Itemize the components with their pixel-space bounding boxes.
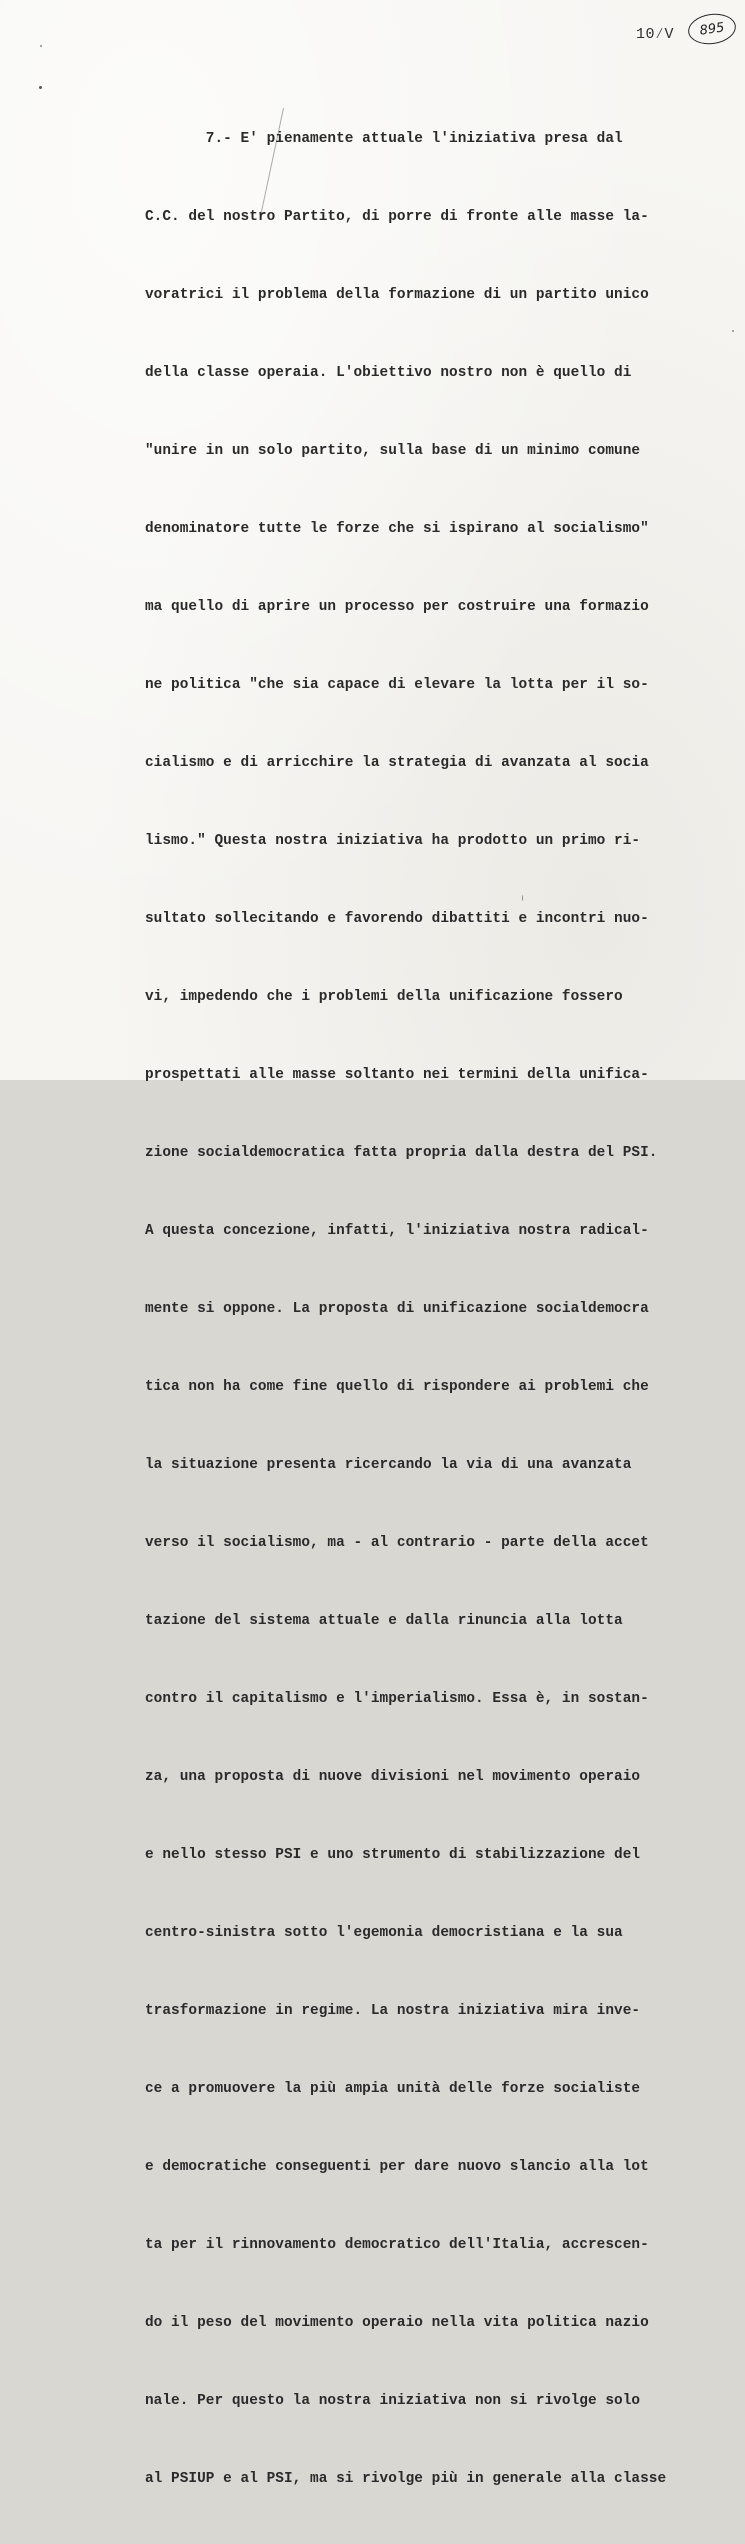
text-line: e democratiche conseguenti per dare nuovo slancio alla lot xyxy=(145,2159,649,2175)
text-line: tica non ha come fine quello di rispondere ai problemi che xyxy=(145,1379,649,1395)
text-line: 7.- E' pienamente attuale l'iniziativa presa dal xyxy=(145,131,623,147)
text-line: nale. Per questo la nostra iniziativa non si rivolge solo xyxy=(145,2393,641,2409)
text-line: zione socialdemocratica fatta propria dalla destra del PSI. xyxy=(145,1145,658,1161)
text-line: contro il capitalismo e l'imperialismo. Essa è, in sostan- xyxy=(145,1691,649,1707)
text-line: ma quello di aprire un processo per costruire una formazio xyxy=(145,599,649,615)
archive-stamp xyxy=(686,11,738,47)
text-line: "unire in un solo partito, sulla base di un minimo comune xyxy=(145,443,641,459)
text-line: za, una proposta di nuove divisioni nel movimento operaio xyxy=(145,1769,641,1785)
text-line: sultato sollecitando e favorendo dibattiti e incontri nuo- xyxy=(145,911,649,927)
archive-stamp-number: 895 xyxy=(698,19,726,39)
text-line: cialismo e di arricchire la strategia di avanzata al socia xyxy=(145,755,649,771)
text-line: tazione del sistema attuale e dalla rinuncia alla lotta xyxy=(145,1613,623,1629)
text-line: centro-sinistra sotto l'egemonia democristiana e la sua xyxy=(145,1925,623,1941)
text-line: della classe operaia. L'obiettivo nostro non è quello di xyxy=(145,365,632,381)
text-line: ta per il rinnovamento democratico dell'Italia, accrescen- xyxy=(145,2237,649,2253)
text-line: denominatore tutte le forze che si ispirano al socialismo" xyxy=(145,521,649,537)
text-line: vi, impedendo che i problemi della unificazione fossero xyxy=(145,989,623,1005)
text-line: prospettati alle masse soltanto nei termini della unifica- xyxy=(145,1067,649,1083)
page-number: 10∕V xyxy=(636,26,675,43)
text-line: trasformazione in regime. La nostra iniziativa mira inve- xyxy=(145,2003,641,2019)
typewritten-body-text xyxy=(145,74,685,2544)
text-line: ne politica "che sia capace di elevare la lotta per il so- xyxy=(145,677,649,693)
margin-dot xyxy=(39,86,42,89)
text-line: ce a promuovere la più ampia unità delle forze socialiste xyxy=(145,2081,641,2097)
text-line: do il peso del movimento operaio nella vita politica nazio xyxy=(145,2315,649,2331)
paper-speck xyxy=(40,45,42,47)
text-line: al PSIUP e al PSI, ma si rivolge più in generale alla classe xyxy=(145,2471,667,2487)
text-line: C.C. del nostro Partito, di porre di fronte alle masse la- xyxy=(145,209,649,225)
text-line: lismo." Questa nostra iniziativa ha prodotto un primo ri- xyxy=(145,833,641,849)
paper-speck xyxy=(732,330,734,332)
text-line: verso il socialismo, ma - al contrario - parte della accet xyxy=(145,1535,649,1551)
text-line: e nello stesso PSI e uno strumento di stabilizzazione del xyxy=(145,1847,641,1863)
text-line: A questa concezione, infatti, l'iniziativa nostra radical- xyxy=(145,1223,649,1239)
text-line: voratrici il problema della formazione di un partito unico xyxy=(145,287,649,303)
text-line: mente si oppone. La proposta di unificazione socialdemocra xyxy=(145,1301,649,1317)
text-line: la situazione presenta ricercando la via di una avanzata xyxy=(145,1457,632,1473)
